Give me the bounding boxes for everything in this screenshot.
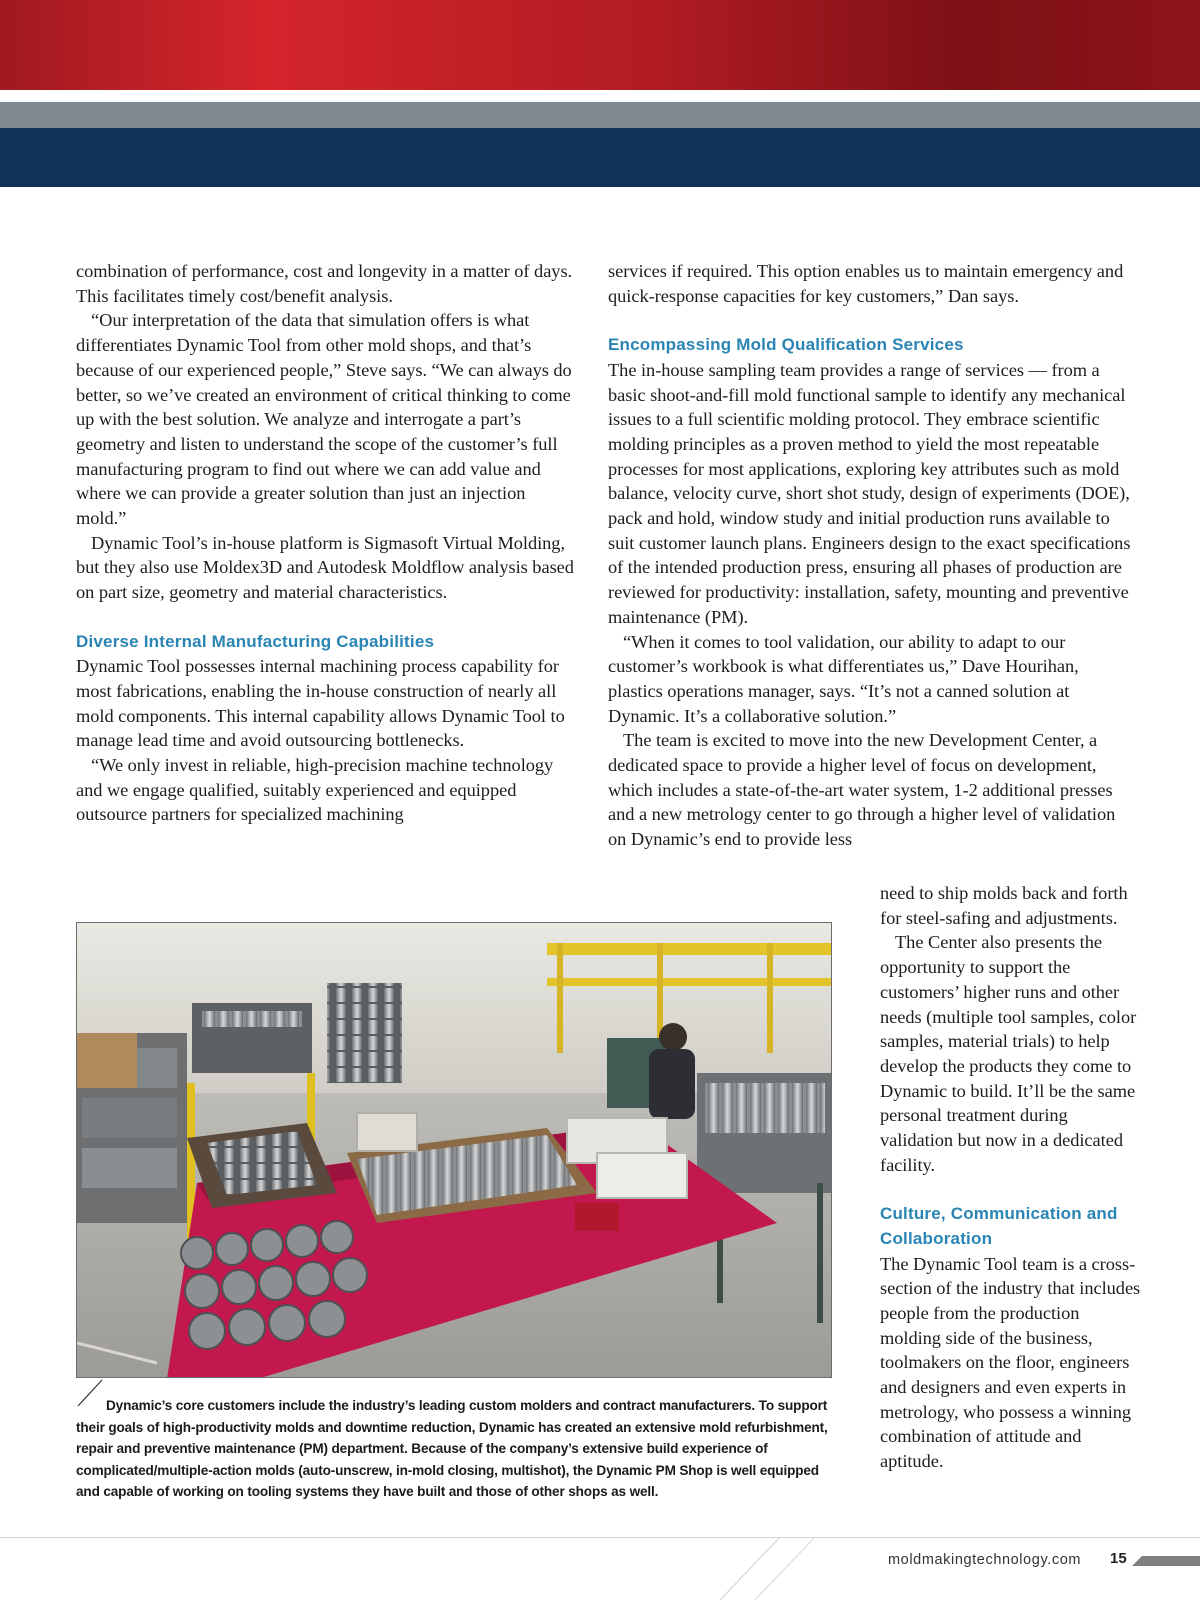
paragraph: “Our interpretation of the data that simulation offers is what differentiates Dynamic Tool from other mold shops, and that’s because of our experienced people,” Steve says. “We can always do better, so we’ve created an environment of critical thinking to come up with the best solution. We analyze and interrogate a part’s geometry and listen to understand the scope of the customer’s full manufacturing program to find out where we can add value and where we can provide a greater solution than just an injection mold.” [76, 310, 572, 529]
page-tab-shape [1132, 1556, 1200, 1566]
page-number: 15 [1110, 1550, 1127, 1567]
footer-rule [0, 1537, 1200, 1538]
paragraph: The in-house sampling team provides a range of services — from a basic shoot-and-fill mold functional sample to identify any mechanical issues to a full scientific molding protocol. They embrace scientific molding principles as a proven method to yield the most repeatable processes for most applications, exploring key attributes such as mold balance, velocity curve, short shot study, design of experiments (DOE), pack and hold, window study and initial production runs available to suit customer launch plans. Engineers design to the exact specifications of the intended production press, ensuring all phases of production are reviewed for productivity: installation, safety, mounting and preventive maintenance (PM). [608, 359, 1131, 627]
paragraph: The Center also presents the opportunity to support the customers’ higher runs and other needs (multiple tool samples, color samples, material trials) to help develop the products they come to Dynamic to build. It’ll be the same personal treatment during validation but now in a dedicated facility. [880, 932, 1137, 1175]
paragraph: need to ship molds back and forth for steel-safing and adjustments. [880, 883, 1128, 928]
header-white-stripe [0, 90, 1200, 102]
paragraph: combination of performance, cost and longevity in a matter of days. This facilitates timely cost/benefit analysis. [76, 261, 573, 306]
right-column [608, 259, 1134, 852]
header-red-band [0, 0, 1200, 90]
paragraph: The team is excited to move into the new Development Center, a dedicated space to provide a higher level of focus on development, which includes a state-of-the-art water system, 1-2 additional presses and a new metrology center to go through a higher level of validation on Dynamic’s end to provide less [608, 730, 1116, 850]
paragraph: Dynamic Tool’s in-house platform is Sigmasoft Virtual Molding, but they also use Moldex3D and Autodesk Moldflow analysis based on part size, geometry and material characteristics. [76, 532, 574, 603]
narrow-column [880, 881, 1142, 1474]
footer-deco-lines [720, 1537, 840, 1600]
paragraph: “When it comes to tool validation, our ability to adapt to our customer’s workbook is what differentiates us,” Dave Hourihan, plastics operations manager, says. “It’s not a canned solution at Dynamic. It’s a collaborative solution.” [608, 631, 1079, 726]
header-gray-band [0, 102, 1200, 128]
paragraph: The Dynamic Tool team is a cross-section of the industry that includes people from the production molding side of the business, toolmakers on the floor, engineers and designers and even experts in metrology, who possess a winning combination of attitude and aptitude. [880, 1253, 1141, 1472]
shop-floor-photo [76, 922, 832, 1378]
paragraph: Dynamic Tool possesses internal machining process capability for most fabrications, enabling the in-house construction of nearly all mold components. This internal capability allows Dynamic Tool to manage lead time and avoid outsourcing bottlenecks. [76, 656, 565, 751]
header-navy-band [0, 128, 1200, 187]
footer-url: moldmakingtechnology.com [888, 1552, 1082, 1568]
paragraph: services if required. This option enables us to maintain emergency and quick-response capacities for key customers,” Dan says. [608, 261, 1124, 306]
section-heading: Diverse Internal Manufacturing Capabilities [76, 631, 435, 651]
photo-caption: Dynamic’s core customers include the industry’s leading custom molders and contract manufacturers. To support their goals of high-productivity molds and downtime reduction, Dynamic has created an extensive mold refurbishment, repair and preventive maintenance (PM) department. Because of the company’s extensive build experience of complicated/multiple-action molds (auto-unscrew, in-mold closing, multishot), the Dynamic PM Shop is well equipped and capable of working on tooling systems they have built and those of other shops as well. [76, 1398, 828, 1500]
paragraph: “We only invest in reliable, high-precision machine technology and we engage qualified, suitably experienced and equipped outsource partners for specialized machining [76, 755, 554, 825]
section-heading: Encompassing Mold Qualification Services [608, 335, 964, 355]
section-heading: Culture, Communication and Collaboration [880, 1204, 1118, 1248]
left-column [76, 259, 574, 827]
